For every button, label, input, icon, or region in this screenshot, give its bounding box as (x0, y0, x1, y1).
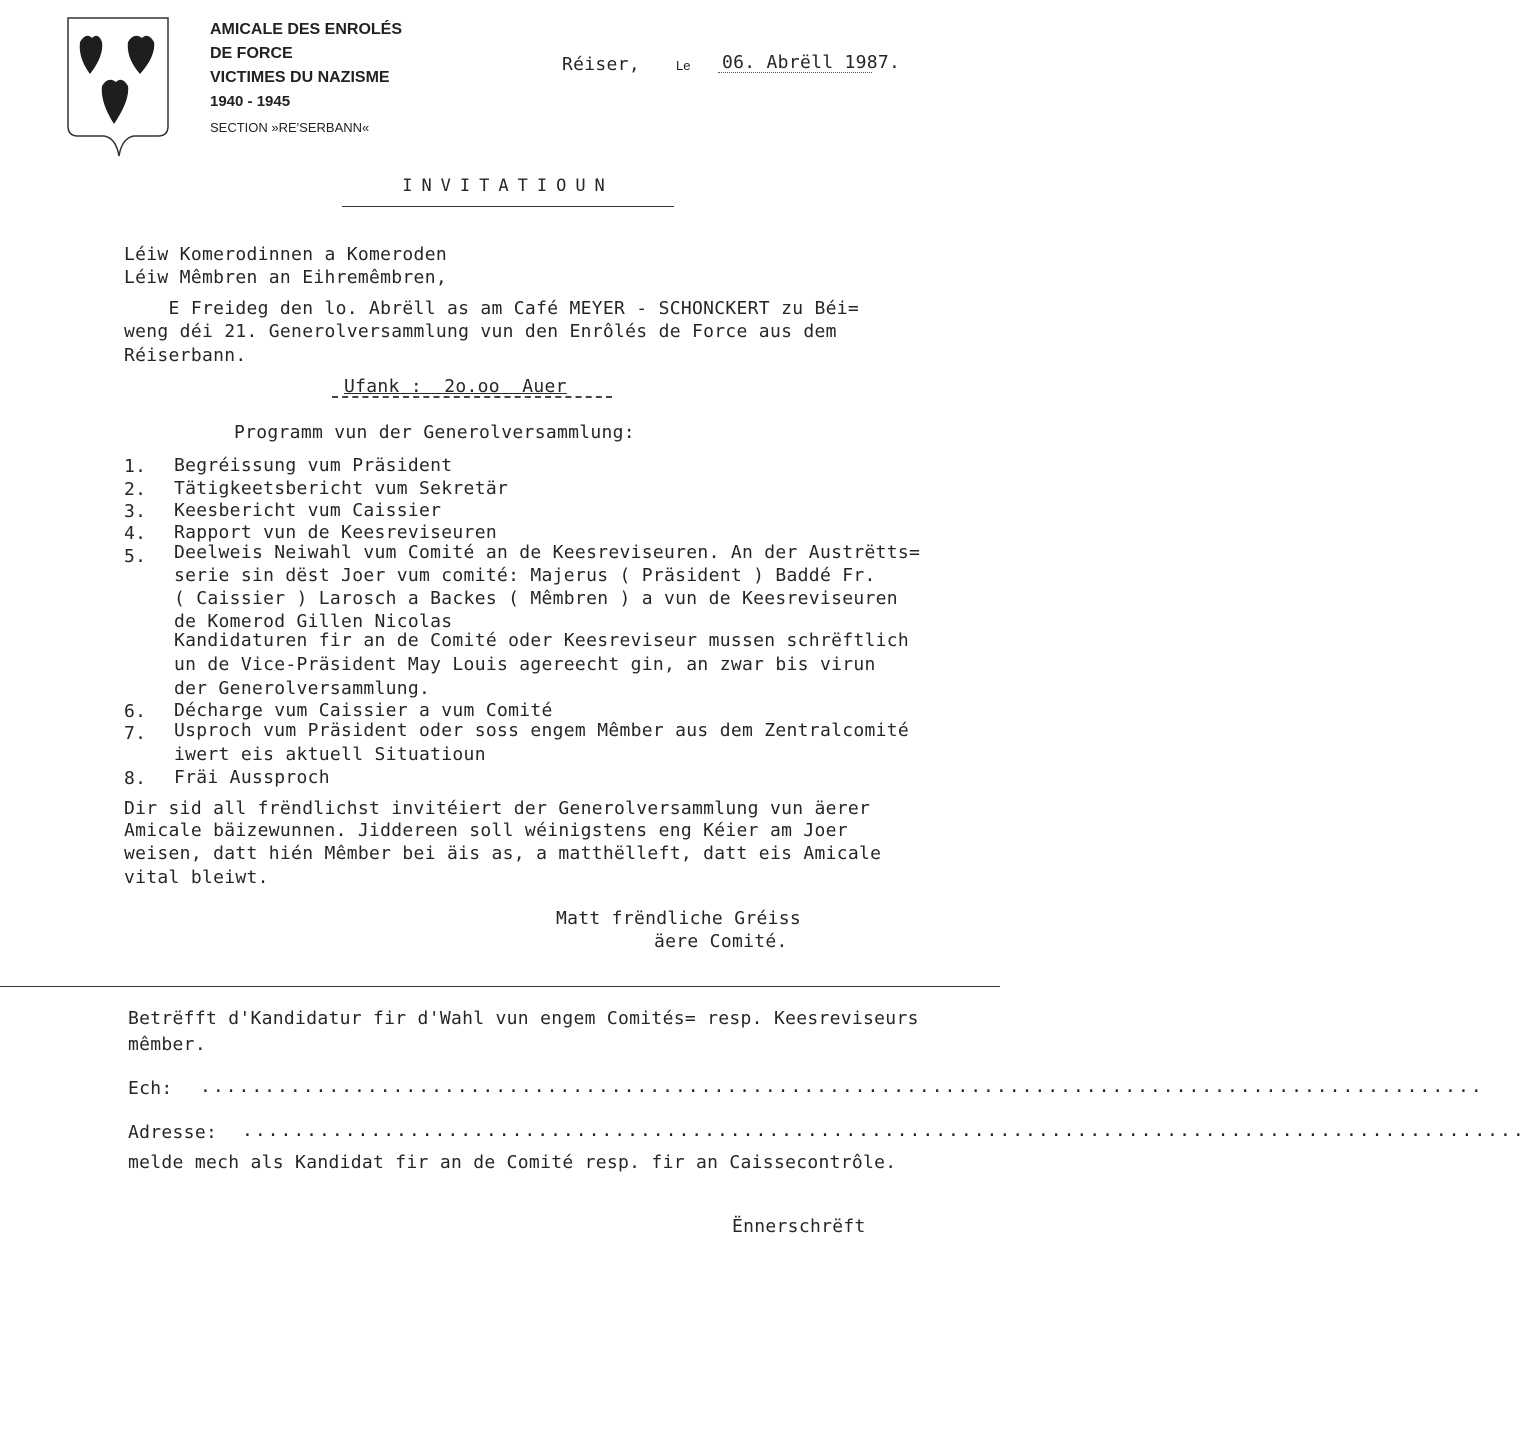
program-item-number: 5. (124, 546, 147, 567)
program-item-text: Kandidaturen fir an de Comité oder Keesreviseur mussen schrëftlich (174, 630, 910, 651)
program-item-text: Begréissung vum Präsident (174, 455, 453, 476)
form-subject: mêmber. (128, 1034, 206, 1055)
greeting-signoff: äere Comité. (654, 931, 788, 952)
org-years: 1940 - 1945 (210, 93, 291, 110)
closing-line: vital bleiwt. (124, 867, 269, 888)
program-item-text: serie sin dëst Joer vum comité: Majerus ( Präsident ) Baddé Fr. (174, 565, 876, 586)
org-name-line: DE FORCE (210, 45, 293, 62)
signature-label: Ënnerschrëft (732, 1216, 866, 1237)
program-item-text: ( Caissier ) Larosch a Backes ( Mêmbren ) a vun de Keesreviseuren (174, 588, 898, 609)
org-name-line: VICTIMES DU NAZISME (210, 69, 390, 86)
program-item-text: Keesbericht vum Caissier (174, 500, 442, 521)
form-subject: Betrëfft d'Kandidatur fir d'Wahl vun engem Comités= resp. Keesreviseurs (128, 1008, 919, 1029)
program-item-number: 4. (124, 523, 147, 544)
program-item-text: un de Vice-Präsident May Louis agereecht gin, an zwar bis virun (174, 654, 876, 675)
closing-line: Dir sid all frëndlichst invitéiert der Generolversammlung vun äerer (124, 798, 871, 819)
salutation-line: Léiw Mêmbren an Eihremêmbren, (124, 267, 447, 288)
name-field[interactable]: .................................................................................................... (200, 1076, 1484, 1097)
program-item-text: Tätigkeetsbericht vum Sekretär (174, 478, 509, 499)
address-label: Adresse: (128, 1122, 218, 1143)
intro-line: E Freideg den lo. Abrëll as am Café MEYER - SCHONCKERT zu Béi= (124, 298, 860, 319)
place: Réiser, (562, 54, 640, 75)
org-section: SECTION »RE'SERBANN« (210, 120, 370, 135)
heart-icon (128, 36, 154, 74)
intro-line: weng déi 21. Generolversammlung vun den Enrôlés de Force aus dem (124, 321, 837, 342)
program-item-text: iwert eis aktuell Situatioun (174, 744, 486, 765)
address-field[interactable]: .................................................................................................... (242, 1120, 1526, 1141)
program-item-text: Rapport vun de Keesreviseuren (174, 522, 497, 543)
program-item-number: 6. (124, 701, 147, 722)
letter-date: 06. Abrëll 1987. (722, 52, 901, 73)
program-item-text: Usproch vum Präsident oder soss engem Mêmber aus dem Zentralcomité (174, 720, 910, 741)
date-prefix: Le (676, 58, 691, 73)
start-time-underline (332, 396, 612, 398)
heart-icon (102, 80, 128, 124)
candidate-statement: melde mech als Kandidat fir an de Comité resp. fir an Caissecontrôle. (128, 1152, 897, 1173)
coat-of-arms-logo (64, 14, 174, 160)
program-item-text: Décharge vum Caissier a vum Comité (174, 700, 553, 721)
program-item-number: 2. (124, 479, 147, 500)
program-heading: Programm vun der Generolversammlung: (234, 422, 635, 443)
organization-header (210, 18, 402, 135)
program-item-number: 7. (124, 723, 147, 744)
tear-off-divider (0, 986, 1000, 987)
start-time: Ufank : 2o.oo Auer (344, 376, 567, 397)
program-item-text: Deelweis Neiwahl vum Comité an de Keesreviseuren. An der Austrëtts= (174, 542, 921, 563)
program-item-text: der Generolversammlung. (174, 678, 431, 699)
program-item-number: 3. (124, 501, 147, 522)
program-item-number: 1. (124, 456, 147, 477)
program-item-text: de Komerod Gillen Nicolas (174, 611, 453, 632)
program-item-text: Fräi Aussproch (174, 767, 330, 788)
closing-line: weisen, datt hién Mêmber bei äis as, a matthëlleft, datt eis Amicale (124, 843, 882, 864)
closing-line: Amicale bäizewunnen. Jiddereen soll wéinigstens eng Kéier am Joer (124, 820, 848, 841)
title-underline (342, 206, 674, 207)
document-title: INVITATIOUN (402, 176, 614, 196)
salutation-line: Léiw Komerodinnen a Komeroden (124, 244, 447, 265)
program-item-number: 8. (124, 768, 147, 789)
greeting-line: Matt frëndliche Gréiss (556, 908, 802, 929)
org-name-line: AMICALE DES ENROLÉS (210, 21, 403, 38)
intro-line: Réiserbann. (124, 345, 247, 366)
name-label: Ech: (128, 1078, 173, 1099)
heart-icon (80, 36, 103, 74)
date-underline (718, 72, 872, 73)
